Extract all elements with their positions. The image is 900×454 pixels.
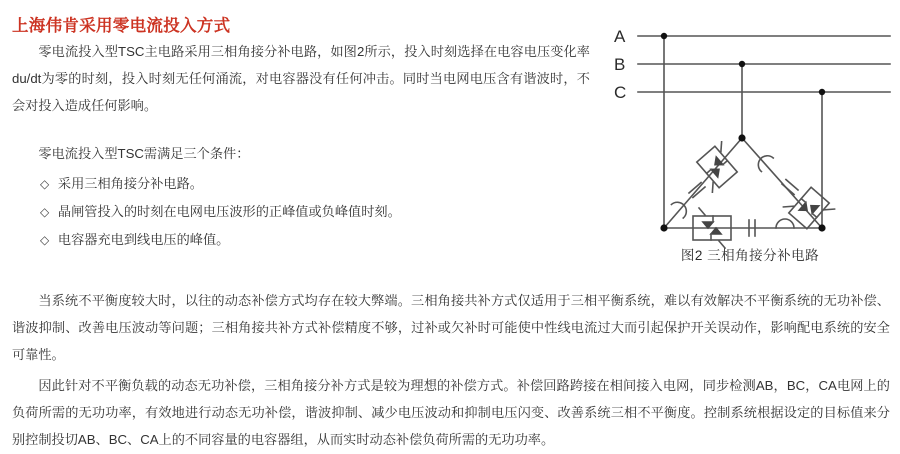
node-delta-top	[738, 134, 745, 141]
node-b	[739, 61, 745, 67]
circuit-figure	[600, 4, 900, 274]
list-item	[40, 198, 590, 226]
diamond-bullet-icon: ◇	[40, 233, 50, 247]
inductor-ca	[776, 219, 794, 228]
unbalance-paragraph: 当系统不平衡度较大时，以往的动态补偿方式均存在较大弊端。三相角接共补方式仅适用于三相平衡系统，难以有效解决不平衡系统的无功补偿、谐波抑制、改善电压波动等问题；三相角接共补方式补偿精度不够，过补或欠补时可能使中性线电流过大而引起保护开关误动作，影响配电系统的安全可靠性。	[12, 293, 890, 362]
delta-side-ab	[664, 138, 742, 228]
phase-label-a: A	[614, 27, 626, 46]
solution-paragraph: 因此针对不平衡负载的动态无功补偿，三相角接分补方式是较为理想的补偿方式。补偿回路跨接在相间接入电网，同步检测AB，BC，CA电网上的负荷所需的无功功率，有效地进行动态无功补偿，谐波抑制、减少电压波动和抑制电压闪变、改善系统三相不平衡度。控制系统根据设定的目标值来分别控制投切AB、BC、CA上的不同容量的电容器组，从而实时动态补偿负荷所需的无功功率。	[12, 378, 890, 447]
thyristor-pair-bc	[783, 182, 835, 234]
intro-paragraph: 零电流投入型TSC主电路采用三相角接分补电路，如图2所示，投入时刻选择在电容电压变化率du/dt为零的时刻，投入时刻无任何涌流，对电容器没有任何冲击。同时当电网电压含有谐波时，不会对投入造成任何影响。	[12, 44, 590, 113]
phase-label-b: B	[614, 55, 626, 74]
conditions-lead: 零电流投入型TSC需满足三个条件：	[38, 146, 250, 161]
node-delta-left	[660, 224, 667, 231]
diamond-bullet-icon: ◇	[40, 177, 50, 191]
diamond-bullet-icon: ◇	[40, 205, 50, 219]
phase-label-c: C	[614, 83, 627, 102]
node-delta-right	[818, 224, 825, 231]
page-title: 上海伟肯采用零电流投入方式	[12, 17, 231, 35]
list-item-label: 电容器充电到线电压的峰值。	[57, 232, 230, 247]
list-item-label: 采用三相角接分补电路。	[57, 176, 203, 191]
connection-nodes	[660, 33, 825, 232]
node-c	[819, 89, 825, 95]
node-a	[661, 33, 667, 39]
list-item-label: 晶闸管投入的时刻在电网电压波形的正峰值或负峰值时刻。	[57, 204, 401, 219]
figure-caption: 图2 三相角接分补电路	[680, 248, 820, 263]
three-phase-delta-circuit-diagram	[600, 4, 900, 249]
list-item	[40, 170, 590, 198]
conditions-list	[40, 170, 590, 254]
list-item	[40, 226, 590, 254]
